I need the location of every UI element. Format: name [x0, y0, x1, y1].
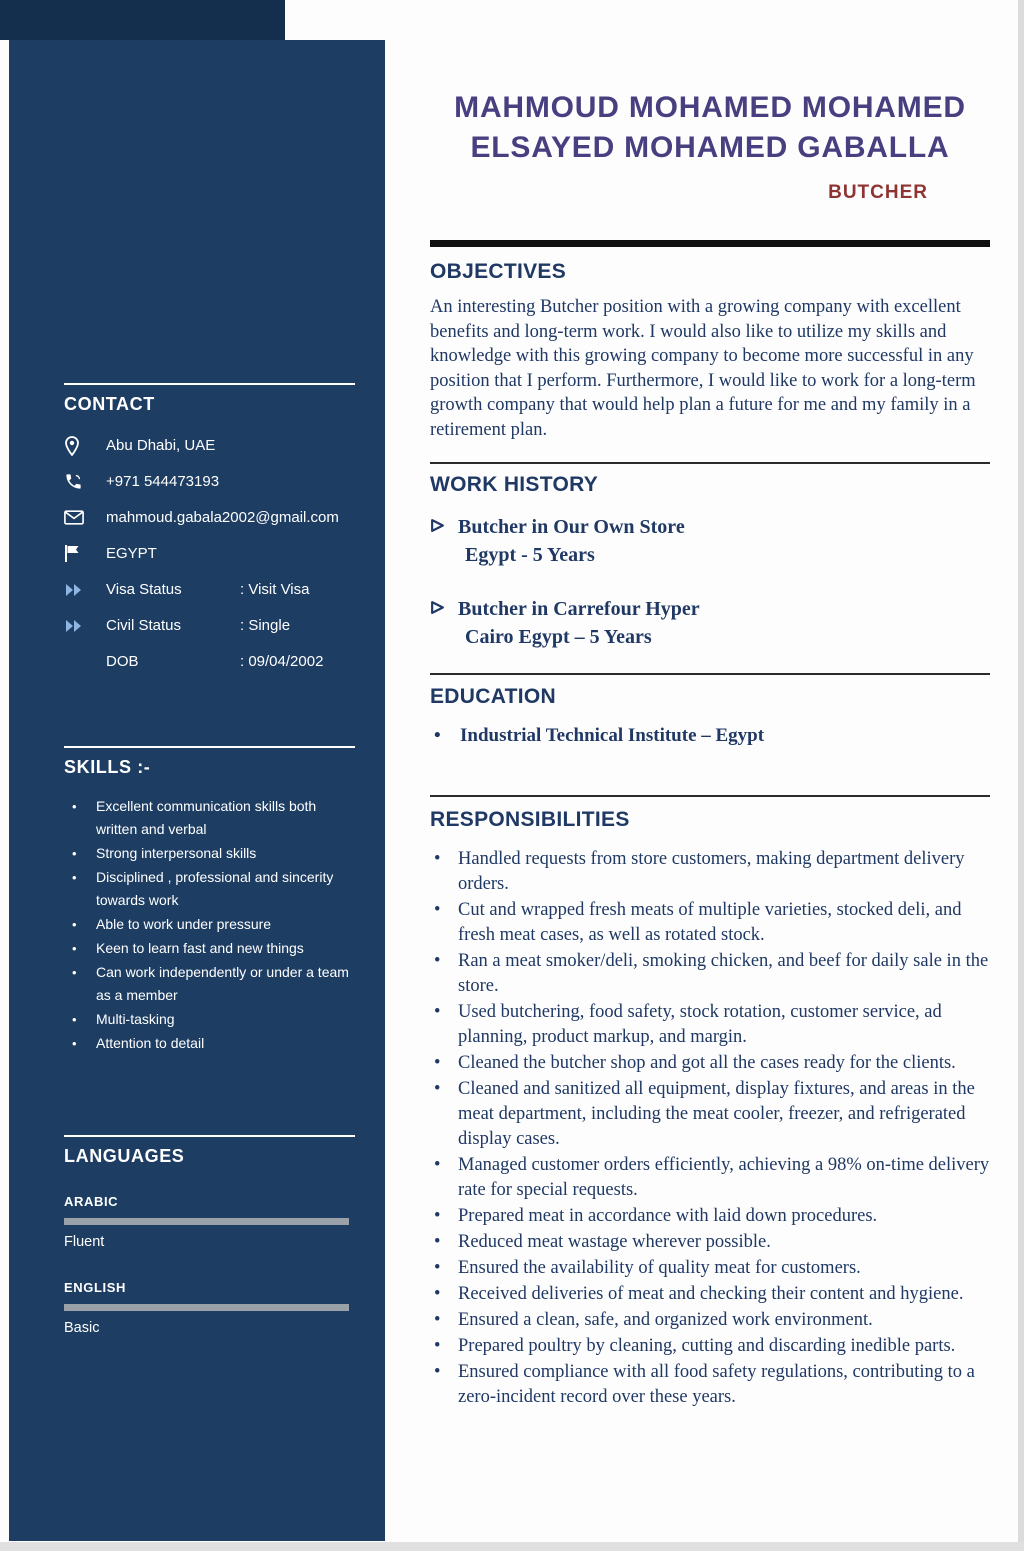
responsibility-item: • Ensured compliance with all food safety regulations, contributing to a zero-incident record over these years. [430, 1360, 990, 1410]
responsibilities-heading: RESPONSIBILITIES [430, 808, 630, 831]
email-icon [64, 510, 106, 525]
responsibility-item: • Prepared meat in accordance with laid down procedures. [430, 1204, 990, 1229]
section-divider [64, 746, 355, 748]
languages-heading: LANGUAGES [64, 1146, 185, 1166]
contact-rows [64, 434, 355, 673]
language-level-bar [64, 1218, 349, 1225]
responsibility-item: • Cleaned and sanitized all equipment, display fixtures, and areas in the meat department, including the meat cooler, freezer, and refrigerated display cases. [430, 1077, 990, 1152]
work-history-entry-text [458, 513, 685, 569]
dob-value: : 09/04/2002 [240, 653, 324, 670]
education-item: • Industrial Technical Institute – Egypt [430, 723, 990, 749]
education-heading: EDUCATION [430, 685, 556, 708]
responsibility-item: • Cleaned the butcher shop and got all the cases ready for the clients. [430, 1051, 990, 1076]
work-history-entry [430, 595, 990, 651]
skill-item: • Strong interpersonal skills [64, 842, 355, 865]
double-chevron-icon [64, 583, 106, 597]
contact-location-row [64, 434, 355, 457]
contact-phone-row [64, 470, 355, 493]
responsibility-item: • Used butchering, food safety, stock rotation, customer service, ad planning, product markup, and margin. [430, 1000, 990, 1050]
responsibility-item: • Handled requests from store customers, making department delivery orders. [430, 847, 990, 897]
responsibilities-list [430, 847, 990, 1410]
section-divider [64, 383, 355, 385]
responsibility-item: • Managed customer orders efficiently, achieving a 98% on-time delivery rate for special requests. [430, 1153, 990, 1203]
candidate-name-line1: MAHMOUD MOHAMED MOHAMED [454, 91, 966, 124]
civil-status-label: Civil Status [106, 617, 182, 634]
page-edge-right [1018, 0, 1024, 1551]
double-chevron-icon [64, 619, 106, 633]
arrowhead-bullet-icon [430, 513, 458, 569]
skill-item: • Able to work under pressure [64, 913, 355, 936]
work-entry-title: Butcher in Carrefour Hyper [458, 598, 700, 620]
skills-heading: SKILLS :- [64, 757, 151, 777]
job-title: BUTCHER [828, 182, 928, 203]
civil-status-value: : Single [240, 617, 291, 634]
flag-icon [64, 544, 106, 563]
language-name: ENGLISH [64, 1280, 126, 1295]
candidate-name-line2: ELSAYED MOHAMED GABALLA [470, 131, 950, 164]
skill-item: • Attention to detail [64, 1032, 355, 1055]
skill-item: • Keen to learn fast and new things [64, 937, 355, 960]
arrowhead-bullet-icon [430, 595, 458, 651]
responsibility-item: • Ran a meat smoker/deli, smoking chicken, and beef for daily sale in the store. [430, 949, 990, 999]
languages-section [64, 1135, 355, 1336]
language-english [64, 1280, 355, 1336]
page-edge-bottom [0, 1542, 1024, 1551]
contact-country-text: EGYPT [106, 545, 157, 562]
phone-icon [64, 472, 106, 491]
skill-item: • Multi-tasking [64, 1008, 355, 1031]
responsibility-item: • Ensured a clean, safe, and organized work environment. [430, 1308, 990, 1333]
contact-country-row [64, 542, 355, 565]
section-rule [430, 462, 990, 464]
skill-item: • Disciplined , professional and sincerity towards work [64, 866, 355, 912]
contact-phone-text: +971 544473193 [106, 473, 220, 490]
skill-item: • Excellent communication skills both written and verbal [64, 795, 355, 841]
main-content [430, 88, 990, 1411]
contact-location-text: Abu Dhabi, UAE [106, 437, 216, 454]
contact-heading: CONTACT [64, 394, 155, 414]
responsibility-item: • Received deliveries of meat and checking their content and hygiene. [430, 1282, 990, 1307]
responsibility-item: • Ensured the availability of quality meat for customers. [430, 1256, 990, 1281]
work-entry-title: Butcher in Our Own Store [458, 516, 685, 538]
section-divider [64, 1135, 355, 1137]
section-rule [430, 795, 990, 797]
responsibility-item: • Reduced meat wastage wherever possible. [430, 1230, 990, 1255]
location-pin-icon [64, 436, 106, 456]
language-name: ARABIC [64, 1194, 119, 1209]
visa-status-value: : Visit Visa [240, 581, 310, 598]
language-level-label: Basic [64, 1320, 100, 1336]
civil-status-row [64, 614, 355, 637]
dob-row [64, 650, 355, 673]
work-history-heading: WORK HISTORY [430, 473, 599, 496]
skill-item: • Can work independently or under a team as a member [64, 961, 355, 1007]
skills-list [64, 795, 355, 1055]
contact-email-row [64, 506, 355, 529]
objectives-heading: OBJECTIVES [430, 260, 567, 283]
education-list [430, 723, 990, 749]
section-rule [430, 673, 990, 675]
top-accent-bar [0, 0, 285, 40]
skills-section [64, 746, 355, 1056]
work-history-entry [430, 513, 990, 569]
header-divider-bar [430, 240, 990, 247]
work-history-entry-text [458, 595, 700, 651]
language-arabic [64, 1194, 355, 1250]
work-entry-detail: Egypt - 5 Years [465, 544, 595, 566]
language-level-bar [64, 1304, 349, 1311]
contact-email-text: mahmoud.gabala2002@gmail.com [106, 509, 339, 526]
work-entry-detail: Cairo Egypt – 5 Years [465, 626, 652, 648]
responsibility-item: • Prepared poultry by cleaning, cutting and discarding inedible parts. [430, 1334, 990, 1359]
responsibility-item: • Cut and wrapped fresh meats of multiple varieties, stocked deli, and fresh meat cases, as well as rotated stock. [430, 898, 990, 948]
contact-section [64, 383, 355, 686]
visa-status-row [64, 578, 355, 601]
visa-status-label: Visa Status [106, 581, 182, 598]
language-level-label: Fluent [64, 1234, 105, 1250]
sidebar [9, 40, 385, 1541]
objectives-text: An interesting Butcher position with a growing company with excellent benefits and long-term work. I would also like to utilize my skills and knowledge with this growing company to become more successful in any position that I perform. Furthermore, I would like to work for a long-term growth company that would help plan a future for me and my family in a retirement plan. [430, 297, 976, 440]
dob-label: DOB [106, 653, 139, 670]
